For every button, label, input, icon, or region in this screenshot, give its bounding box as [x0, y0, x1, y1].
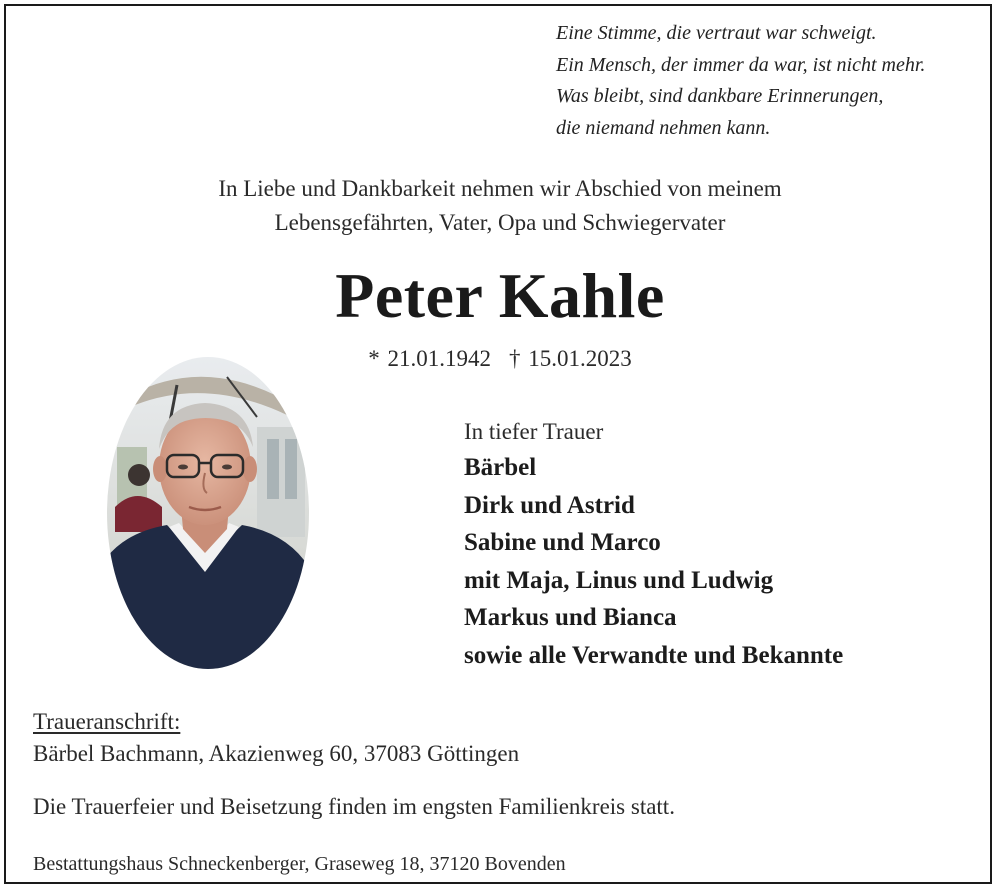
- mourner-name: mit Maja, Linus und Ludwig: [464, 566, 774, 594]
- mourner-name: Bärbel: [464, 454, 537, 481]
- intro-line: In Liebe und Dankbarkeit nehmen wir Abschied von meinem: [218, 176, 782, 201]
- mourners-lead: In tiefer Trauer: [464, 419, 604, 444]
- poem-line: Eine Stimme, die vertraut war schweigt.: [556, 22, 877, 44]
- intro-text: [0, 172, 1000, 240]
- address-heading: Traueranschrift:: [33, 709, 181, 734]
- life-dates: [0, 343, 1000, 375]
- address-line: Bärbel Bachmann, Akazienweg 60, 37083 Göttingen: [33, 741, 520, 766]
- funeral-note: Die Trauerfeier und Beisetzung finden im engsten Familienkreis statt.: [33, 794, 675, 819]
- poem-line: die niemand nehmen kann.: [556, 116, 771, 139]
- portrait-photo: [107, 357, 309, 669]
- poem: [556, 18, 925, 144]
- mourner-name: Dirk und Astrid: [464, 491, 635, 519]
- intro-line: Lebensgefährten, Vater, Opa und Schwiegervater: [274, 210, 726, 235]
- deceased-name: Peter Kahle: [335, 260, 665, 331]
- poem-line: Was bleibt, sind dankbare Erinnerungen,: [556, 85, 884, 107]
- mourner-name: sowie alle Verwandte und Bekannte: [464, 641, 844, 669]
- death-date: † 15.01.2023: [509, 346, 632, 371]
- poem-line: Ein Mensch, der immer da war, ist nicht mehr.: [556, 53, 926, 76]
- mourner-name: Sabine und Marco: [464, 529, 661, 556]
- undertaker-line: Bestattungshaus Schneckenberger, Graseweg 18, 37120 Bovenden: [33, 853, 566, 875]
- mourners-block: [464, 415, 843, 674]
- birth-date: * 21.01.1942: [368, 346, 491, 371]
- mourner-name: Markus und Bianca: [464, 604, 677, 631]
